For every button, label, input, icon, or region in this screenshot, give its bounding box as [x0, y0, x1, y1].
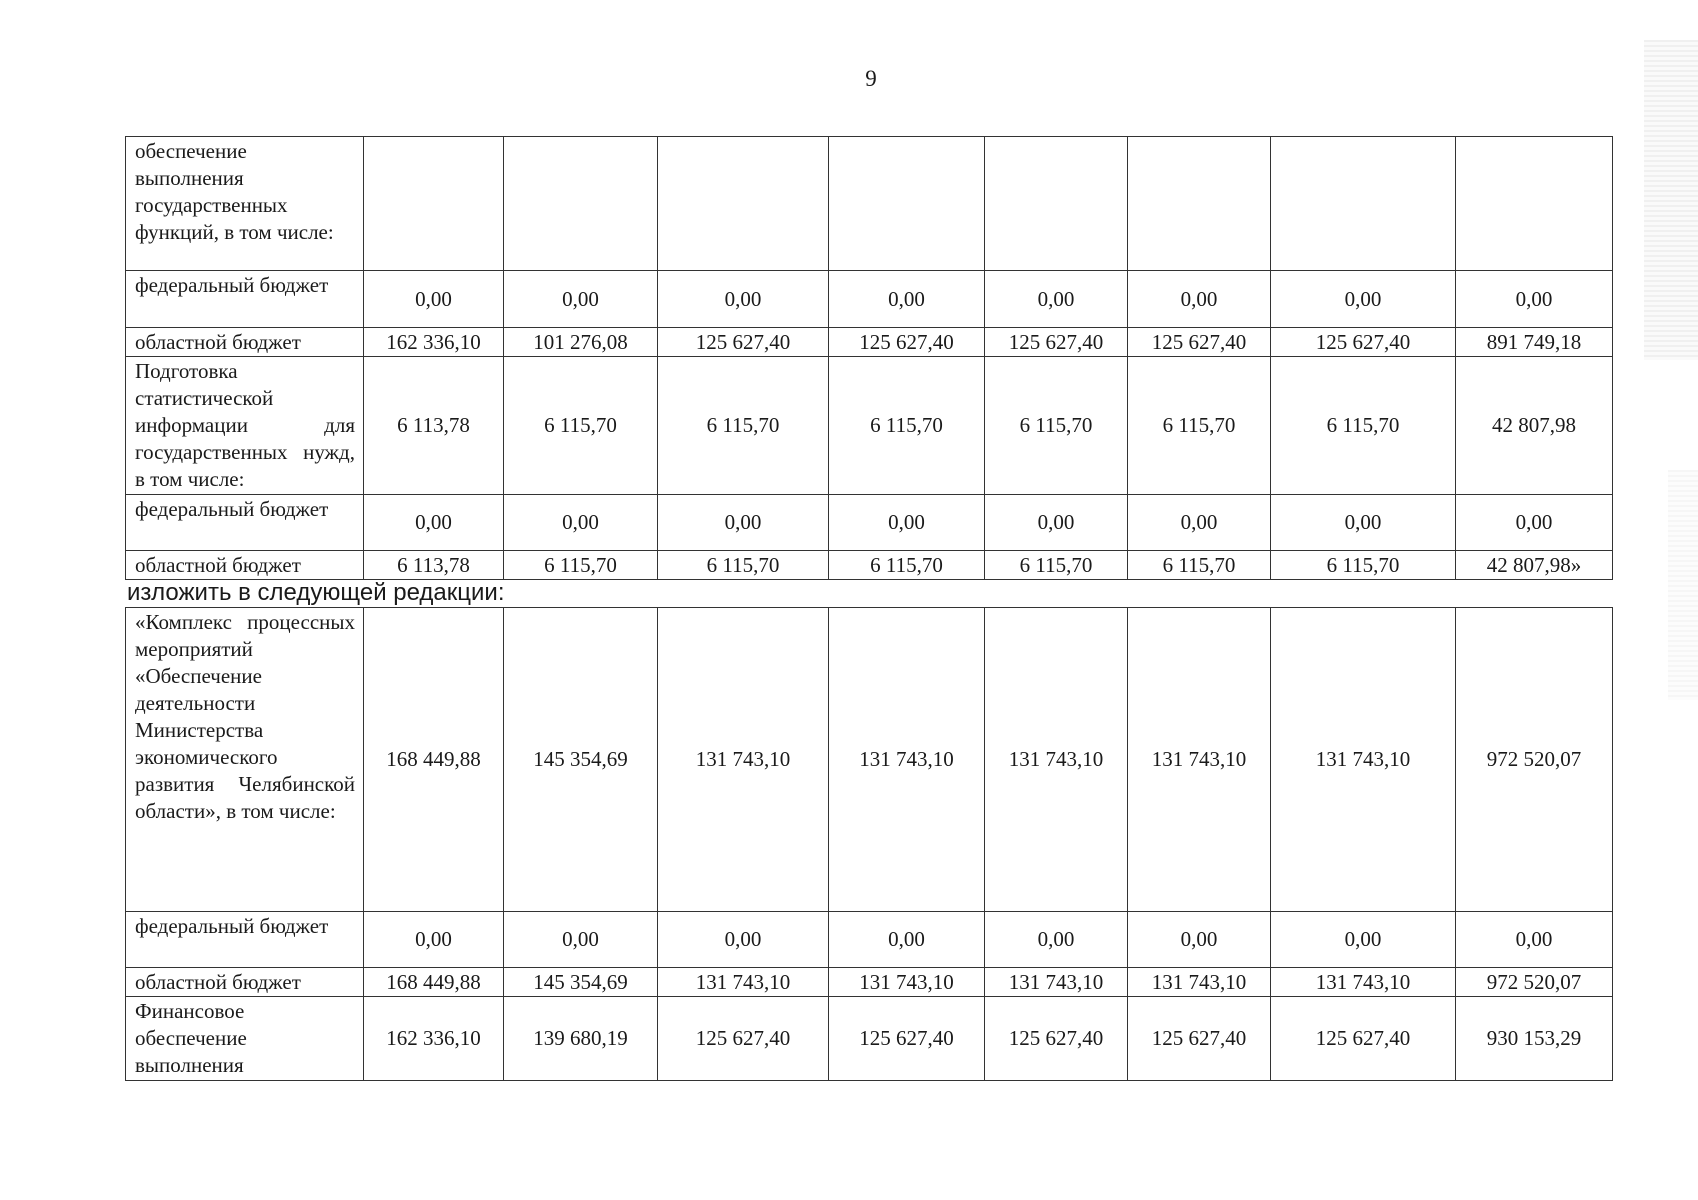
- budget-table-new: [125, 607, 1613, 1081]
- table-cell: 125 627,40: [1271, 328, 1456, 357]
- table-cell: [504, 137, 658, 271]
- table-cell: [1456, 137, 1613, 271]
- table-cell: 125 627,40: [985, 328, 1128, 357]
- table-row: [126, 968, 1613, 997]
- table-cell: 162 336,10: [364, 997, 504, 1081]
- table-cell: 0,00: [364, 271, 504, 328]
- table-row: [126, 997, 1613, 1081]
- table-cell: 0,00: [658, 271, 829, 328]
- page-number: 9: [865, 66, 877, 91]
- table-cell: 125 627,40: [1128, 328, 1271, 357]
- table-cell: 162 336,10: [364, 328, 504, 357]
- table-cell: 131 743,10: [1271, 608, 1456, 912]
- table-cell: 6 115,70: [829, 357, 985, 495]
- row-label: областной бюджет: [126, 328, 364, 357]
- table-cell: 125 627,40: [985, 997, 1128, 1081]
- table-cell: 168 449,88: [364, 608, 504, 912]
- scan-edge-artifact: [1668, 470, 1698, 700]
- table-cell: 0,00: [658, 495, 829, 551]
- table-cell: 0,00: [985, 271, 1128, 328]
- table-cell: 0,00: [1128, 271, 1271, 328]
- table-cell: 0,00: [504, 912, 658, 968]
- table-cell: 6 115,70: [985, 551, 1128, 580]
- table-cell: 6 115,70: [504, 357, 658, 495]
- table-cell: 6 115,70: [1128, 551, 1271, 580]
- table-cell: 125 627,40: [1271, 997, 1456, 1081]
- table-cell: 972 520,07: [1456, 968, 1613, 997]
- table-row: [126, 608, 1613, 912]
- amendment-text: изложить в следующей редакции:: [127, 579, 505, 606]
- table-cell: 125 627,40: [829, 997, 985, 1081]
- budget-table-previous: [125, 136, 1613, 580]
- table-cell: 125 627,40: [1128, 997, 1271, 1081]
- table-cell: 125 627,40: [658, 997, 829, 1081]
- table-cell: 930 153,29: [1456, 997, 1613, 1081]
- table-cell: 125 627,40: [658, 328, 829, 357]
- table-row: [126, 551, 1613, 580]
- table-cell: 0,00: [1128, 495, 1271, 551]
- table-cell: 0,00: [985, 495, 1128, 551]
- table-cell: 0,00: [504, 495, 658, 551]
- table-cell: 0,00: [364, 912, 504, 968]
- table-cell: 6 115,70: [658, 357, 829, 495]
- table-cell: 101 276,08: [504, 328, 658, 357]
- row-label: Финансовое обеспечение выполнения: [126, 997, 364, 1081]
- table-cell: [364, 137, 504, 271]
- table-cell: 6 115,70: [504, 551, 658, 580]
- table-cell: 131 743,10: [658, 968, 829, 997]
- table-cell: 0,00: [1128, 912, 1271, 968]
- table-cell: 131 743,10: [985, 608, 1128, 912]
- table-row: [126, 495, 1613, 551]
- table-cell: 0,00: [658, 912, 829, 968]
- row-label: обеспечение выполнения государственных функций, в том числе:: [126, 137, 364, 271]
- table-cell: 0,00: [1271, 271, 1456, 328]
- table-row: [126, 271, 1613, 328]
- table-cell: 0,00: [829, 495, 985, 551]
- row-label: «Комплекс процессных мероприятий «Обеспечение деятельности Министерства экономического развития Челябинской области», в том числе:: [126, 608, 364, 912]
- table-cell: 972 520,07: [1456, 608, 1613, 912]
- table-cell: 6 115,70: [1271, 551, 1456, 580]
- table-cell: 0,00: [1271, 495, 1456, 551]
- table-cell: 0,00: [985, 912, 1128, 968]
- table-row: [126, 328, 1613, 357]
- table-cell: 131 743,10: [985, 968, 1128, 997]
- table-cell: [985, 137, 1128, 271]
- table-cell: 6 113,78: [364, 357, 504, 495]
- table-cell: 0,00: [829, 912, 985, 968]
- table-cell: 42 807,98»: [1456, 551, 1613, 580]
- table-cell: 6 115,70: [1128, 357, 1271, 495]
- table-cell: 0,00: [504, 271, 658, 328]
- table-cell: 125 627,40: [829, 328, 985, 357]
- table-cell: 145 354,69: [504, 608, 658, 912]
- table-cell: 6 115,70: [1271, 357, 1456, 495]
- table-cell: 131 743,10: [829, 608, 985, 912]
- table-cell: [1128, 137, 1271, 271]
- table-cell: 131 743,10: [658, 608, 829, 912]
- table-cell: 145 354,69: [504, 968, 658, 997]
- table-cell: 42 807,98: [1456, 357, 1613, 495]
- table-cell: 0,00: [829, 271, 985, 328]
- table-cell: 6 115,70: [658, 551, 829, 580]
- row-label: федеральный бюджет: [126, 271, 364, 328]
- table-cell: 0,00: [1271, 912, 1456, 968]
- table-cell: 139 680,19: [504, 997, 658, 1081]
- table-cell: 168 449,88: [364, 968, 504, 997]
- row-label: федеральный бюджет: [126, 912, 364, 968]
- table-cell: 6 115,70: [985, 357, 1128, 495]
- table-cell: 0,00: [1456, 495, 1613, 551]
- row-label: федеральный бюджет: [126, 495, 364, 551]
- table-row: [126, 912, 1613, 968]
- table-cell: 131 743,10: [1128, 968, 1271, 997]
- table-cell: 131 743,10: [829, 968, 985, 997]
- table-cell: 6 113,78: [364, 551, 504, 580]
- table-cell: 0,00: [364, 495, 504, 551]
- row-label: Подготовка статистической информации для государственных нужд, в том числе:: [126, 357, 364, 495]
- table-cell: [658, 137, 829, 271]
- row-label: областной бюджет: [126, 968, 364, 997]
- table-cell: [829, 137, 985, 271]
- row-label: областной бюджет: [126, 551, 364, 580]
- table-cell: 131 743,10: [1271, 968, 1456, 997]
- table-cell: 6 115,70: [829, 551, 985, 580]
- table-cell: 0,00: [1456, 912, 1613, 968]
- table-cell: 131 743,10: [1128, 608, 1271, 912]
- table-cell: [1271, 137, 1456, 271]
- table-cell: 0,00: [1456, 271, 1613, 328]
- table-row: [126, 137, 1613, 271]
- table-cell: 891 749,18: [1456, 328, 1613, 357]
- table-row: [126, 357, 1613, 495]
